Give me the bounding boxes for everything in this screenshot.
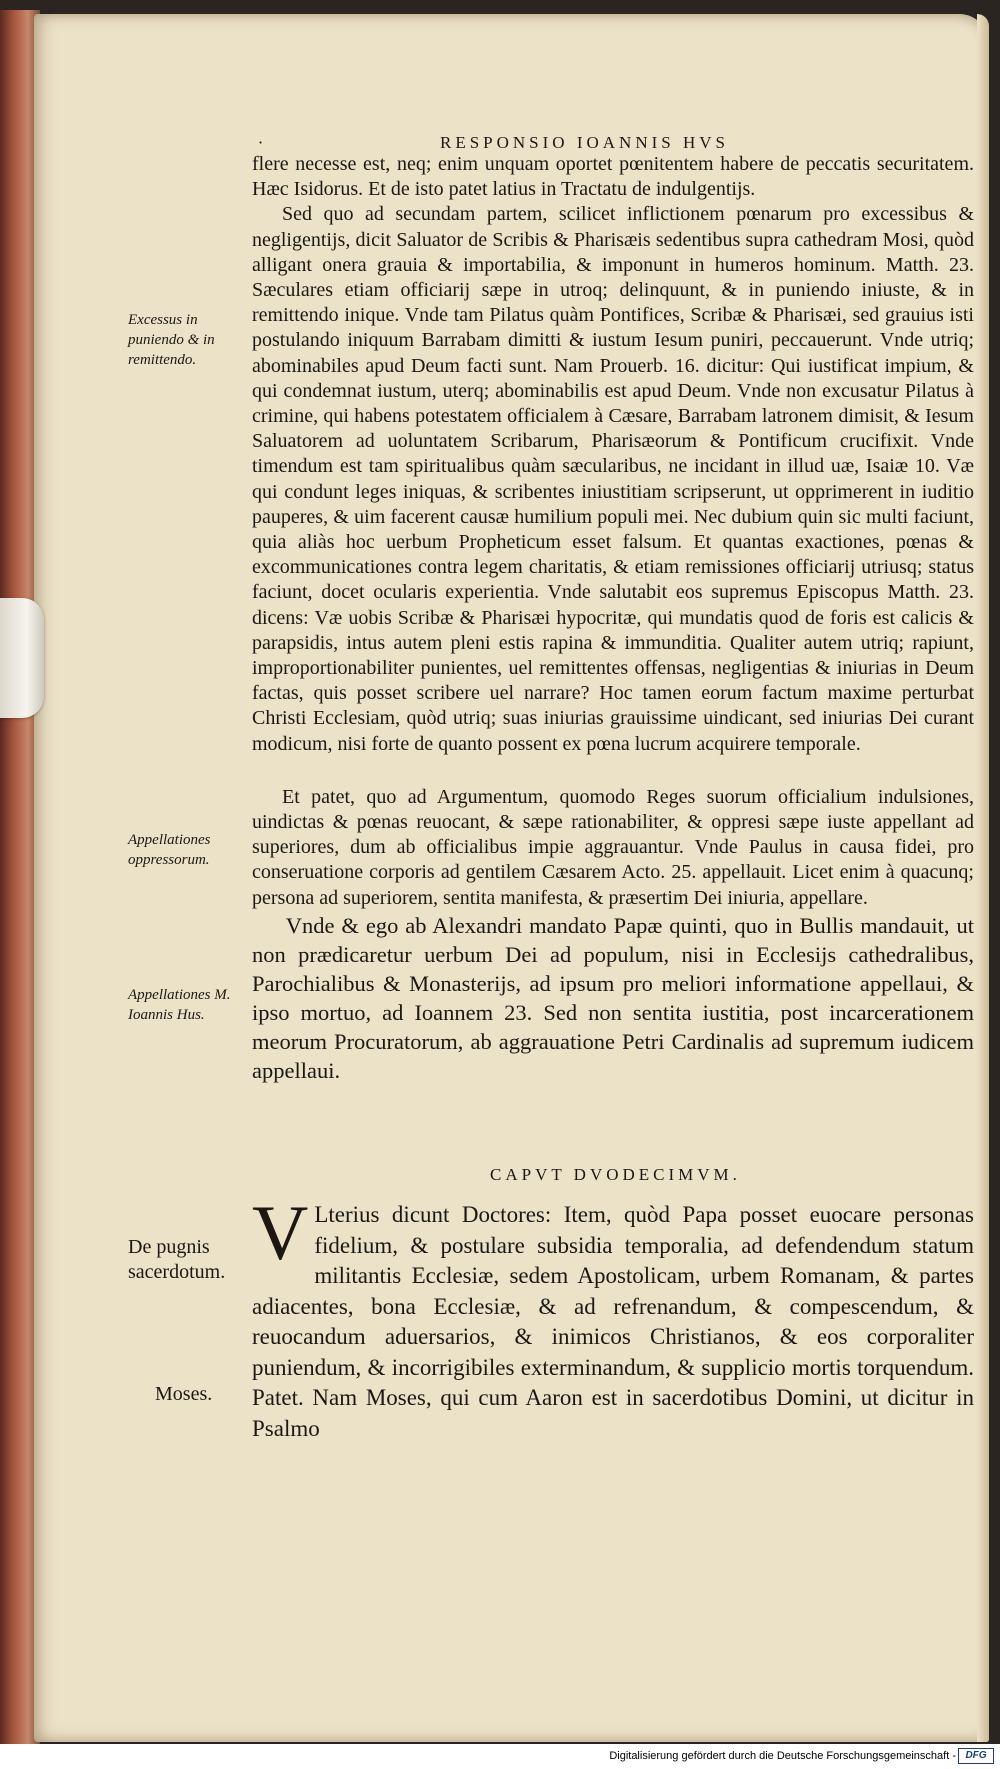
running-head: RESPONSIO IOANNIS HVS (440, 133, 729, 152)
page-edge-shadow (977, 14, 989, 1742)
folio-mark: · (258, 133, 264, 152)
drop-capital: V (252, 1189, 309, 1276)
chapter-text: Lterius dicunt Doctores: Item, quòd Papa posset euocare personas fidelium, & postulare subsidia temporalia, ad defendendum statum militantis Ecclesiæ, sedem Apostolicam, urbem Romanam, & partes adiacentes, bona Ecclesiæ, & ad refrenandum, & compescendum, & reuocandum aduersarios, & inimicos Christianos, & eos corporaliter puniendum, & incorrigibiles exterminandum, & supplicio mortis torquendum. Patet. Nam Moses, qui cum Aaron est in sacerdotibus Domini, ut dicitur in Psalmo (252, 1202, 974, 1441)
paragraph-2: Sed quo ad secundam partem, scilicet inflictionem pœnarum pro excessibus & negligentijs, dicit Saluator de Scribis & Pharisæis sedentibus supra cathedram Mosi, quòd alligant onera grauia & importabilia, & imponunt in humeros hominum. Matth. 23. Sæculares etiam officiarij sæpe in utroq; delinquunt, & in puniendo iniuste, & in remittendo inique. Vnde tam Pilatus quàm Pontifices, Scribæ & Pharisæi, sed grauius isti postulando iniquum Barrabam dimitti & iustum Iesum puniri, peccauerunt. Vnde utriq; abominabiles apud Deum facti sunt. Nam Prouerb. 16. dicitur: Qui iustificat impium, & qui condemnat iustum, uterq; abominabilis est apud Deum. Vnde non excusatur Pilatus à crimine, qui habens potestatem officialem à Cæsare, Barrabam latronem dimisit, & Iesum Saluatorem ad uoluntatem Scribarum, Pharisæorum & Pontificum crucifixit. Vnde timendum est tam spiritualibus quàm sæcularibus, ne incidant in illud uæ, Isaiæ 10. Væ qui condunt leges iniquas, & scribentes iniustitiam scripserunt, ut opprimerent in iuditio pauperes, & uim facerent causæ humilium populi mei. Nec dubium quin sic multi faciunt, quia aliàs hoc uerbum Propheticum esset falsum. Et quantas exactiones, pœnas & excommunicationes contra legem charitatis, & etiam remissiones officiarij utriusq; status faciunt, docet ocularis experientia. Vnde salutabit eos supremus Episcopus Matth. 23. dicens: Væ uobis Scribæ & Pharisæi hypocritæ, qui mundatis quod de foris est calicis & parapsidis, intus autem pleni estis rapina & immunditia. Qualiter autem utriq; rapiunt, improportionabiliter punientes, uel remittentes offensas, negligentias & iniurias in Deum factas, quis posset scribere uel narrare? Hoc tamen eorum factum maxime perturbat Christi Ecclesiam, quòd utriq; suas iniurias grauissime uindicant, sed iniurias Dei curant modicum, nisi forte de quanto possent ex pœna lucrum acquirere temporale. (252, 203, 974, 755)
marginal-note-moses: Moses. (155, 1383, 213, 1405)
page-clip (0, 598, 44, 718)
paragraph-3: Et patet, quo ad Argumentum, quomodo Reges suorum officialium indulsiones, uindictas & pœnas reuocant, & sæpe rationabiliter, & oppresi sæpe iuste appellant ad superiores, dum ab officialibus impie aggrauantur. Vnde Paulus in causa fidei, pro conseruatione corporis ad gentilem Cæsarem Acto. 25. appellauit. Licet enim à quacunq; persona ad superiorem, sentita manifesta, & præsertim Dei iniuria, appellare. (252, 785, 974, 909)
marginal-note-de-pugnis: De pugnis sacerdotum. (128, 1236, 226, 1283)
paragraph-1: flere necesse est, neq; enim unquam oportet pœnitentem habere de peccatis securitatem. Hæc Isidorus. Et de isto patet latius in Tractatu de indulgentijs. (252, 153, 974, 201)
marginal-note-excessus: Excessus in puniendo & in remittendo. (128, 312, 215, 368)
chapter-title: CAPVT DVODECIMVM. (490, 1165, 741, 1184)
marginal-note-appellationes-hus: Appellationes M. Ioannis Hus. (128, 987, 231, 1023)
paragraph-4: Vnde & ego ab Alexandri mandato Papæ quinti, quo in Bullis mandauit, ut non prædicaretur uerbum Dei ad populum, nisi in Ecclesijs cathedralibus, Parochialibus & Monasterijs, ad ipsum pro meliori informatione appellaui, & ipso mortuo, ad Ioannem 23. Sed non sentita iustitia, post incarcerationem meorum Procuratorum, ab aggrauatione Petri Cardinalis ad supremum iudicem appellaui. (252, 912, 974, 1083)
main-text-block (252, 152, 974, 1085)
dfg-logo[interactable]: DFG (958, 1748, 994, 1764)
footer-credit: Digitalisierung gefördert durch die Deutsche Forschungsgemeinschaft - (609, 1750, 956, 1762)
marginal-note-appellationes-oppressorum: Appellationes oppressorum. (128, 832, 211, 868)
chapter-body (252, 1189, 974, 1444)
